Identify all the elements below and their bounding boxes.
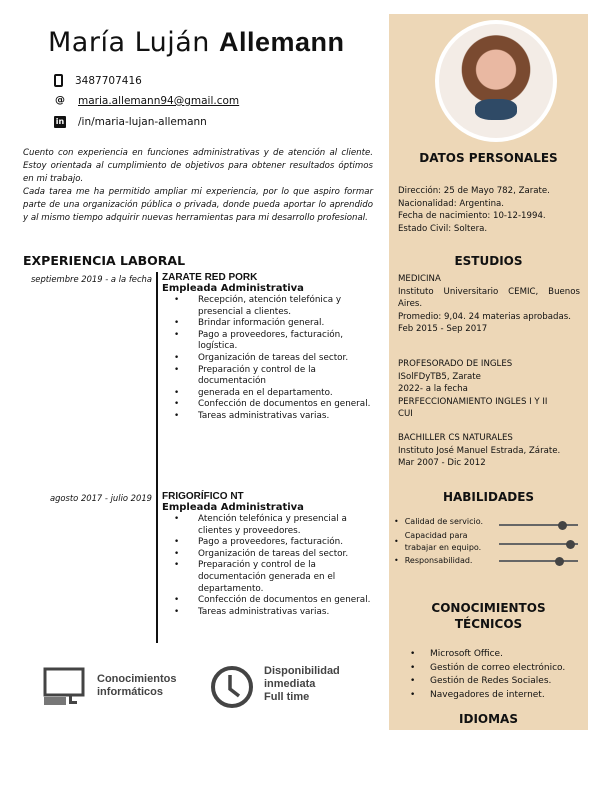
skill-slider — [499, 560, 578, 562]
skill-item: • Calidad de servicio. — [394, 517, 484, 526]
timeline-divider — [156, 272, 158, 643]
task-item: • Organización de tareas del sector. — [174, 549, 377, 561]
study-block — [398, 432, 580, 470]
study-line: Feb 2015 - Sep 2017 — [398, 324, 488, 334]
study-line: PROFESORADO DE INGLES — [398, 359, 513, 369]
tech-item: • Gestión de correo electrónico. — [410, 662, 565, 676]
job-entry — [162, 491, 377, 618]
skill-item: • Responsabilidad. — [394, 556, 473, 565]
linkedin-link[interactable]: /in/maria-lujan-allemann — [78, 116, 207, 128]
task-item: • Atención telefónica y presencial a clientes y proveedores. — [174, 514, 377, 537]
job-tasks — [162, 514, 377, 618]
study-line: CUI — [398, 409, 413, 419]
task-item: • generada en el departamento. — [174, 388, 377, 400]
availability-line: Disponibilidad — [264, 665, 340, 677]
study-line: BACHILLER CS NATURALES — [398, 433, 513, 443]
tech-heading-line: TÉCNICOS — [454, 617, 523, 631]
personal-line: Estado Civil: Soltera. — [398, 223, 488, 234]
job-company: FRIGORÍFICO NT — [162, 491, 244, 502]
study-line: Instituto Universitario CEMIC, Buenos Aires. — [398, 286, 580, 309]
contact-phone — [54, 74, 142, 87]
skill-label: Responsabilidad. — [404, 556, 473, 565]
skill-slider-knob — [555, 557, 564, 566]
tech-heading — [389, 600, 588, 632]
linkedin-icon: in — [55, 117, 65, 126]
study-line: 2022- a la fecha — [398, 384, 468, 394]
experience-heading: EXPERIENCIA LABORAL — [23, 253, 186, 268]
tech-item: • Navegadores de internet. — [410, 689, 565, 703]
job-role: Empleada Administrativa — [162, 502, 304, 513]
availability-line: Full time — [264, 691, 310, 703]
study-line: Instituto José Manuel Estrada, Zárate. — [398, 445, 561, 456]
study-line: PERFECCIONAMIENTO INGLES I Y II — [398, 396, 548, 407]
phone-icon — [54, 74, 63, 87]
summary-p1: Cuento con experiencia en funciones administrativas y de atención al cliente. Estoy orientada al cumplimiento de objetivos para obtener resultados óptimos en mi trabajo. — [23, 148, 373, 184]
summary-p2: Cada tarea me ha permitido ampliar mi experiencia, por lo que aspiro formar parte de una organización pública o privada, donde pueda aportar lo aprendido y al mismo tiempo adquirir nuevas herramientas para mi desarrollo profesional. — [23, 187, 373, 223]
job-role: Empleada Administrativa — [162, 283, 304, 294]
summary — [23, 147, 373, 225]
personal-line: Dirección: 25 de Mayo 782, Zarate. — [398, 186, 550, 196]
clock-icon — [209, 664, 255, 710]
contact-email — [54, 95, 239, 107]
study-block — [398, 273, 580, 336]
tech-list — [410, 648, 565, 702]
task-item: • Preparación y control de la documentación generada en el departamento. — [174, 560, 377, 595]
phone-text: 3487707416 — [75, 74, 142, 87]
job-date: septiembre 2019 - a la fecha — [30, 274, 152, 284]
job-entry — [162, 272, 377, 423]
personal-line: Nacionalidad: Argentina. — [398, 198, 505, 209]
full-name — [48, 27, 345, 58]
job-date: agosto 2017 - julio 2019 — [49, 493, 152, 503]
skill-slider — [499, 524, 578, 526]
first-name: María Luján — [48, 27, 219, 58]
skills-heading: HABILIDADES — [442, 490, 535, 504]
personal-data — [398, 185, 580, 235]
personal-line: Fecha de nacimiento: 10-12-1994. — [398, 211, 546, 221]
job-company: ZARATE RED PORK — [162, 272, 258, 283]
computer-icon — [42, 667, 92, 707]
skill-label: Calidad de servicio. — [404, 517, 484, 526]
tech-item: • Microsoft Office. — [410, 648, 565, 662]
skill-slider-knob — [566, 540, 575, 549]
task-item: • Tareas administrativas varias. — [174, 411, 377, 423]
task-item: • Organización de tareas del sector. — [174, 353, 377, 365]
availability-label — [264, 665, 340, 704]
last-name: Allemann — [219, 27, 345, 57]
study-line: MEDICINA — [398, 274, 441, 284]
skill-slider — [499, 543, 578, 545]
task-item: • Pago a proveedores, facturación. — [174, 537, 377, 549]
availability-line: inmediata — [264, 678, 316, 690]
email-link[interactable]: maria.allemann94@gmail.com — [78, 95, 240, 107]
study-line: Mar 2007 - Dic 2012 — [398, 458, 486, 468]
task-item: • Tareas administrativas varias. — [174, 607, 377, 619]
task-item: • Brindar información general. — [174, 318, 377, 330]
skill-label: Capacidad para trabajar en equipo. — [404, 531, 482, 552]
languages-heading: IDIOMAS — [459, 712, 518, 726]
task-item: • Pago a proveedores, facturación, logística. — [174, 330, 377, 353]
task-item: • Preparación y control de la documentación — [174, 365, 377, 388]
at-icon: @ — [55, 95, 65, 106]
study-line: ISolFDyTB5, Zarate — [398, 371, 481, 382]
personal-data-heading: DATOS PERSONALES — [419, 151, 558, 165]
tech-item: • Gestión de Redes Sociales. — [410, 675, 565, 689]
studies-heading: ESTUDIOS — [454, 254, 523, 268]
profile-photo — [435, 20, 557, 142]
study-line: Promedio: 9,04. 24 materias aprobadas. — [398, 311, 571, 322]
skill-slider-knob — [558, 521, 567, 530]
computer-skills-label: Conocimientos informáticos — [97, 673, 177, 698]
task-item: • Confección de documentos en general. — [174, 595, 377, 607]
contact-linkedin — [54, 116, 207, 128]
task-item: • Recepción, atención telefónica y presencial a clientes. — [174, 295, 377, 318]
tech-heading-line: CONOCIMIENTOS — [431, 601, 546, 615]
study-block — [398, 358, 580, 421]
skill-item: • Capacidad para trabajar en equipo. — [394, 530, 494, 554]
job-tasks — [162, 295, 377, 423]
task-item: • Confección de documentos en general. — [174, 399, 377, 411]
